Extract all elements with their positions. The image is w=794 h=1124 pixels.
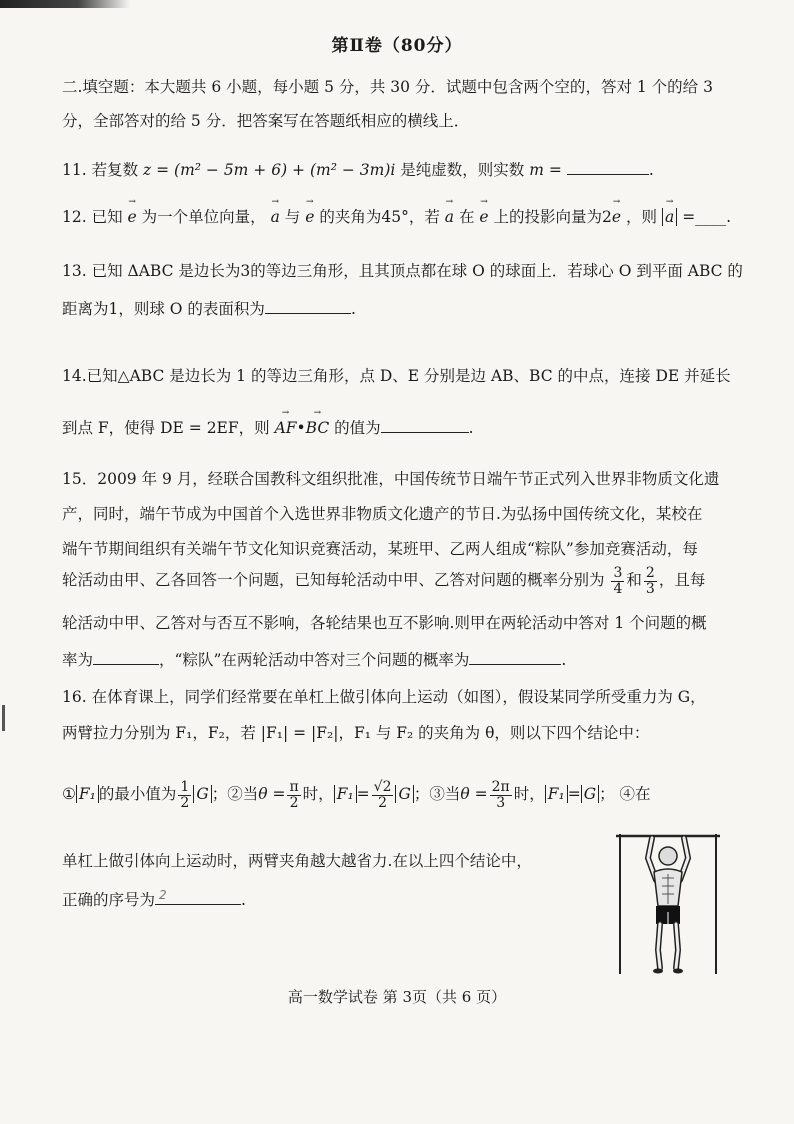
- fraction-pi-over-2: $\frac{\pi}{2}$: [289, 779, 299, 811]
- question-11: 11. 若复数 z = (m² − 5m + 6) + (m² − 3m)i 是纯虚数，则实数 m = .: [62, 161, 654, 179]
- handwritten-answer: 2: [159, 888, 167, 902]
- conclusion-3-equals: =: [567, 785, 581, 804]
- magnitude-F1-3: F₁: [545, 785, 568, 803]
- vector-e-3: → e: [479, 208, 488, 227]
- magnitude-G-2: G: [395, 785, 413, 803]
- fraction-one-half: $\frac{1}{2}$: [180, 779, 190, 811]
- vector-a-2: → a: [445, 208, 454, 227]
- q13-text: 距离为1，则球 O 的表面积为: [62, 300, 265, 318]
- q12-text-5: 上的投影向量为2: [493, 208, 612, 226]
- q14-answer-blank[interactable]: [381, 418, 469, 433]
- question-15-line4: [62, 566, 705, 596]
- q12-text-6: ，则: [626, 208, 658, 226]
- question-15-line6: 率为 ，“粽队”在两轮活动中答对三个问题的概率为 .: [62, 651, 567, 669]
- conclusion-4-marker: ； ④在: [599, 785, 651, 804]
- fraction-sqrt2-over-2: $\frac{√2}{2}$: [373, 779, 392, 811]
- magnitude-F1: F₁: [76, 785, 99, 803]
- magnitude-G-3: G: [581, 785, 599, 803]
- conclusion-2-equals: =: [356, 785, 370, 804]
- conclusion-1-marker: ①: [62, 785, 76, 804]
- vector-a: → a: [271, 208, 280, 227]
- q16-text: 正确的序号为: [62, 891, 156, 909]
- q11-variable: m: [529, 161, 544, 179]
- q15-and: 和: [626, 571, 642, 590]
- question-15-line2: 产，同时，端午节成为中国首个入选世界非物质文化遗产的节日.为弘扬中国传统文化，某校在: [62, 505, 703, 523]
- conclusion-2-when: 时，: [302, 785, 334, 804]
- question-16-conclusions: [62, 780, 651, 810]
- q11-answer-blank[interactable]: [567, 160, 649, 175]
- question-13-line2: 距离为1，则球 O 的表面积为 .: [62, 300, 356, 318]
- conclusion-3-marker: ；③当: [413, 785, 461, 804]
- fraction-two-thirds: $\frac{2}{3}$: [645, 565, 655, 597]
- question-13-line1: 13. 已知 ΔABC 是边长为3的等边三角形，且其顶点都在球 O 的球面上．若球心 O 到平面 ABC 的: [62, 262, 743, 280]
- vector-e: → e: [128, 208, 137, 227]
- q12-text-1: 为一个单位向量，: [141, 208, 266, 226]
- question-14-line2: 到点 F，使得 DE = 2EF，则 → AF•→ BC 的值为 .: [62, 418, 474, 438]
- q15-answer-blank-2[interactable]: [469, 650, 561, 665]
- q11-formula: z = (m² − 5m + 6) + (m² − 3m)i: [143, 161, 396, 179]
- question-16-line5: 正确的序号为 2 .: [62, 888, 246, 909]
- magnitude-F1-2: F₁: [334, 785, 357, 803]
- q11-equals: =: [548, 161, 562, 179]
- section-intro-line2: 分，全部答对的给 5 分．把答案写在答题纸相应的横线上．: [62, 112, 470, 130]
- magnitude-G: G: [193, 785, 211, 803]
- vector-a-magnitude: → a: [665, 208, 674, 227]
- question-15-line1: 15．2009 年 9 月，经联合国教科文组织批准，中国传统节日端午节正式列入世界非物质文化遗: [62, 470, 720, 488]
- vector-e-4: → e: [612, 208, 621, 227]
- q15-answer-blank-1[interactable]: [93, 650, 159, 665]
- pull-up-figure: [612, 828, 724, 976]
- vector-AF: → AF: [275, 419, 297, 438]
- q15-text-2: ，且每: [658, 571, 706, 590]
- q15-text: 轮活动由甲、乙各回答一个问题，已知每轮活动中甲、乙答对问题的概率分别为: [62, 571, 605, 590]
- q12-prefix: 12. 已知: [62, 208, 123, 226]
- question-16-line4: 单杠上做引体向上运动时，两臂夹角越大越省力.在以上四个结论中，: [62, 852, 532, 870]
- page-footer: 高一数学试卷 第 3页（共 6 页）: [287, 988, 507, 1006]
- question-16-line1: 16. 在体育课上，同学们经常要在单杠上做引体向上运动（如图），假设某同学所受重力为 G，: [62, 688, 706, 706]
- q12-text-2: 与: [284, 208, 301, 226]
- scan-edge-mark: [2, 705, 5, 731]
- page-title: 第Ⅱ卷（80分）: [331, 36, 463, 56]
- q16-answer-blank[interactable]: [155, 890, 241, 905]
- question-16-line2: 两臂拉力分别为 F₁，F₂，若 |F₁| = |F₂|，F₁ 与 F₂ 的夹角为 θ，则以下四个结论中：: [62, 724, 650, 742]
- q14-text: 到点 F，使得 DE = 2EF，则: [62, 419, 270, 437]
- dot-product-symbol: •: [296, 419, 306, 437]
- q13-answer-blank[interactable]: [265, 299, 351, 314]
- question-12: [62, 208, 731, 227]
- conclusion-1-text: 的最小值为: [98, 785, 177, 804]
- q15-text-4: ，“粽队”在两轮活动中答对三个问题的概率为: [159, 651, 470, 669]
- section-intro-line1: 二.填空题：本大题共 6 小题，每小题 5 分，共 30 分．试题中包含两个空的，答对 1 个的给 3: [62, 78, 713, 96]
- q12-answer-blank[interactable]: =____.: [682, 208, 732, 226]
- q11-text: 是纯虚数，则实数: [400, 161, 525, 179]
- vector-e-2: → e: [305, 208, 314, 227]
- theta-1: θ =: [258, 785, 286, 804]
- question-14-line1: 14.已知△ABC 是边长为 1 的等边三角形，点 D、E 分别是边 AB、BC 的中点，连接 DE 并延长: [62, 367, 731, 385]
- q12-text-4: 在: [458, 208, 475, 226]
- fraction-three-quarters: $\frac{3}{4}$: [613, 565, 623, 597]
- q12-text-3: 的夹角为45°，若: [319, 208, 440, 226]
- conclusion-2-marker: ；②当: [211, 785, 259, 804]
- scan-corner-mark: [0, 0, 130, 8]
- question-15-line3: 端午节期间组织有关端午节文化知识竞赛活动，某班甲、乙两人组成“粽队”参加竞赛活动，每: [62, 540, 698, 558]
- fraction-2pi-over-3: $\frac{2\pi}{3}$: [491, 779, 510, 811]
- conclusion-3-when: 时，: [513, 785, 545, 804]
- question-15-line5: 轮活动中甲、乙答对与否互不影响，各轮结果也互不影响.则甲在两轮活动中答对 1 个问题的概: [62, 614, 707, 632]
- q14-text-2: 的值为: [334, 419, 381, 437]
- theta-2: θ =: [460, 785, 488, 804]
- vector-BC: → BC: [306, 419, 330, 438]
- q11-prefix: 11. 若复数: [62, 161, 139, 179]
- q15-text-3: 率为: [62, 651, 94, 669]
